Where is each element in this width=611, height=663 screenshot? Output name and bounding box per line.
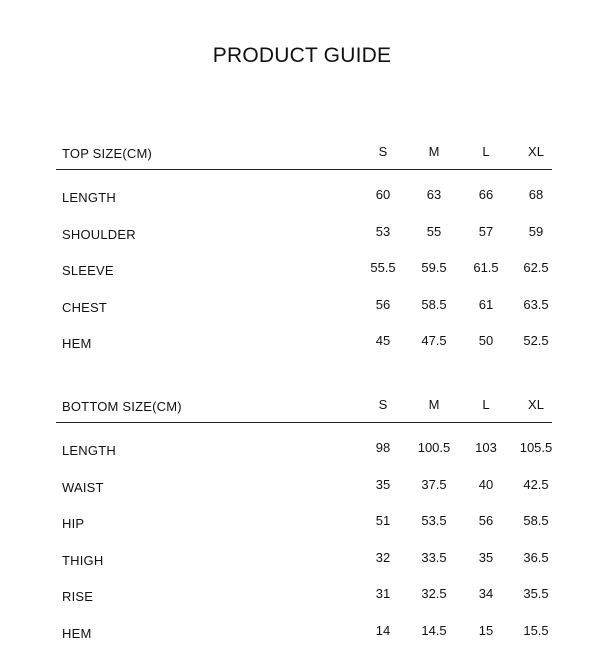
row-label: LENGTH [62,443,116,458]
table-cell: 32.5 [421,586,447,601]
table-cell: 58.5 [523,513,549,528]
table-cell: 34 [478,586,494,601]
table-cell: 53 [375,223,391,239]
table-cell: 61 [478,296,494,312]
table-row [56,434,552,471]
table-row [56,617,552,654]
size-s-header: S [378,144,388,159]
row-label: SHOULDER [62,226,136,242]
table-cell: 15 [478,622,494,638]
table-cell: 52.5 [523,333,549,348]
table-row [56,254,552,291]
table-cell: 59.5 [421,260,447,275]
table-cell: 14.5 [421,622,447,638]
table-cell: 55 [426,223,442,239]
row-label: HEM [62,625,92,641]
table-cell: 51 [375,513,391,528]
table-row [56,544,552,581]
table-cell: 56 [478,513,494,528]
table-cell: 103 [475,440,497,455]
size-xl-header: XL [528,144,544,159]
table-cell: 47.5 [421,333,447,348]
table-cell: 15.5 [523,622,549,638]
top-size-table [56,137,552,364]
page-title: PRODUCT GUIDE [212,44,392,67]
table-cell: 105.5 [519,440,553,455]
table-cell: 35 [478,549,494,565]
table-cell: 33.5 [421,549,447,565]
table-cell: 55.5 [370,260,396,275]
table-cell: 40 [478,476,494,492]
table-cell: 56 [375,296,391,312]
table-row [56,291,552,328]
table-cell: 62.5 [523,260,549,275]
table-cell: 31 [375,586,391,601]
row-label: THIGH [62,552,104,568]
table-cell: 68 [528,187,544,202]
bottom-size-title: BOTTOM SIZE(CM) [62,399,182,414]
row-label: HEM [62,336,92,351]
table-cell: 98 [375,440,391,455]
table-cell: 45 [375,333,391,348]
table-row [56,471,552,508]
table-cell: 42.5 [523,476,549,492]
table-row [56,327,552,364]
row-label: RISE [62,589,94,604]
top-size-header [56,137,552,170]
table-cell: 50 [478,333,494,348]
table-cell: 66 [478,187,494,202]
table-cell: 59 [528,223,544,239]
table-cell: 100.5 [417,440,451,455]
table-cell: 36.5 [523,549,549,565]
table-cell: 61.5 [473,260,499,275]
row-label: CHEST [62,299,108,315]
size-l-header: L [482,397,490,412]
table-row [56,580,552,617]
size-l-header: L [482,144,490,159]
bottom-size-header [56,390,552,423]
size-m-header: M [428,397,440,412]
size-xl-header: XL [528,397,544,412]
table-cell: 53.5 [421,513,447,528]
table-row [56,218,552,255]
table-cell: 63.5 [523,296,549,312]
row-label: HIP [62,516,85,531]
table-cell: 14 [375,622,391,638]
table-row [56,507,552,544]
table-cell: 60 [375,187,391,202]
table-cell: 35.5 [523,586,549,601]
size-m-header: M [428,144,440,159]
row-label: SLEEVE [62,263,114,278]
table-cell: 63 [426,187,442,202]
table-row [56,181,552,218]
table-cell: 57 [478,223,494,239]
table-cell: 35 [375,476,391,492]
table-cell: 58.5 [421,296,447,312]
table-cell: 37.5 [421,476,447,492]
row-label: WAIST [62,479,104,495]
top-size-title: TOP SIZE(CM) [62,146,153,161]
size-s-header: S [378,397,388,412]
table-cell: 32 [375,549,391,565]
bottom-size-table [56,390,552,653]
row-label: LENGTH [62,190,116,205]
